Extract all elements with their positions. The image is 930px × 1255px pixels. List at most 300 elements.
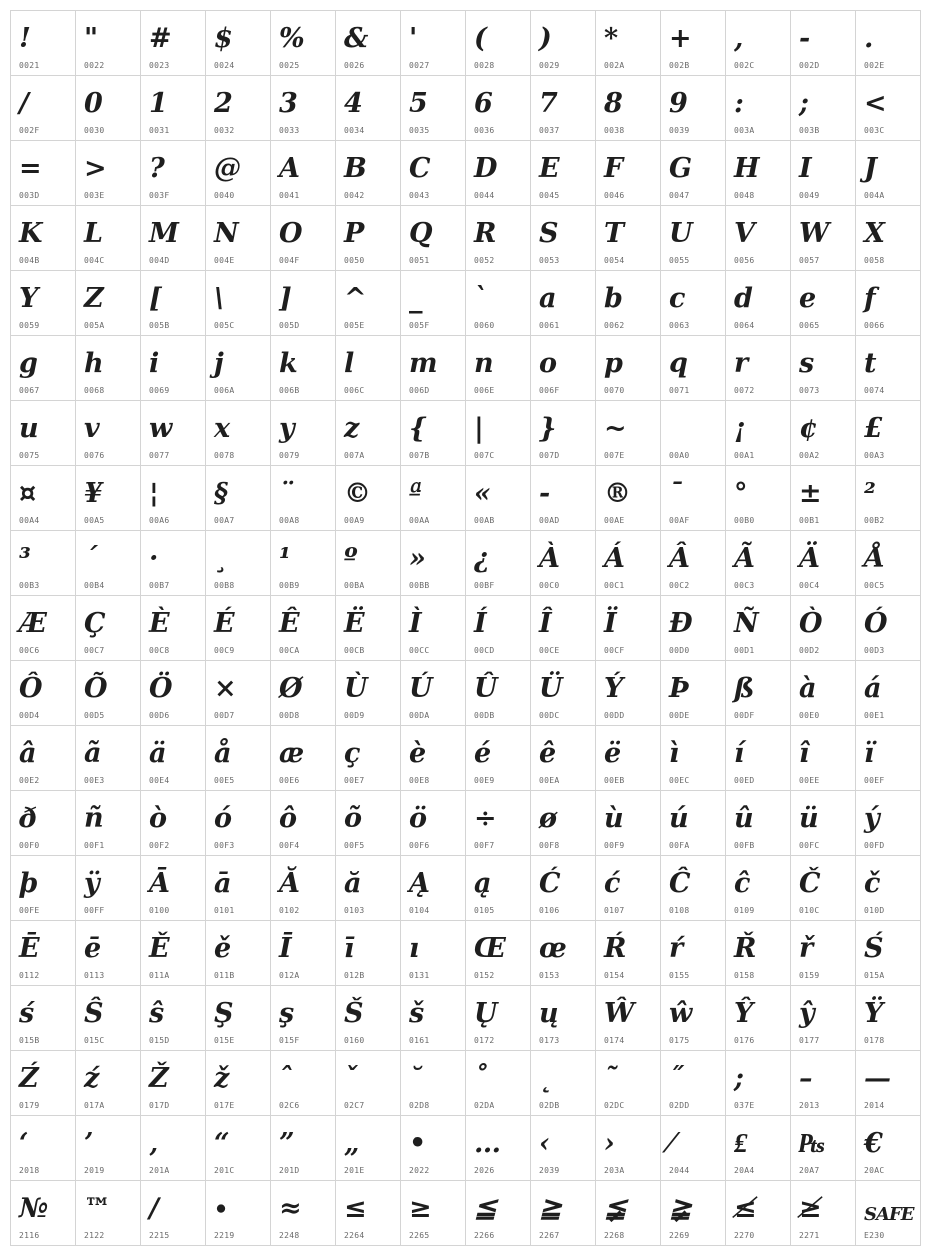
glyph-char: Ã [734, 543, 754, 574]
glyph-cell [11, 856, 76, 921]
glyph-char: ! [19, 23, 30, 54]
glyph-cell [11, 11, 76, 76]
glyph-char: ŝ [149, 998, 164, 1029]
glyph-char: m [409, 348, 437, 379]
glyph-cell [596, 1116, 661, 1181]
glyph-codepoint: 015C [84, 1036, 105, 1045]
glyph-codepoint: 006E [474, 386, 495, 395]
glyph-char: @ [214, 153, 240, 184]
glyph-cell [76, 791, 141, 856]
glyph-char: ≧ [539, 1193, 561, 1224]
glyph-cell [531, 11, 596, 76]
glyph-cell [206, 1181, 271, 1246]
glyph-cell [596, 206, 661, 271]
glyph-codepoint: 0079 [279, 451, 300, 460]
glyph-cell [466, 76, 531, 141]
glyph-cell [271, 921, 336, 986]
glyph-cell [466, 271, 531, 336]
glyph-char: é [474, 738, 491, 769]
glyph-codepoint: 2116 [19, 1231, 40, 1240]
glyph-char: Æ [19, 608, 46, 639]
glyph-codepoint: 02DC [604, 1101, 625, 1110]
glyph-cell [271, 986, 336, 1051]
glyph-cell [856, 1181, 921, 1246]
glyph-cell [271, 76, 336, 141]
glyph-codepoint: 00D2 [799, 646, 820, 655]
glyph-char: Ï [604, 608, 616, 639]
glyph-char: þ [19, 868, 37, 899]
glyph-codepoint: 00DB [474, 711, 495, 720]
glyph-cell [401, 1181, 466, 1246]
glyph-cell [596, 791, 661, 856]
glyph-char: ŷ [799, 998, 814, 1029]
glyph-codepoint: 0161 [409, 1036, 430, 1045]
glyph-cell [401, 271, 466, 336]
glyph-char: f [864, 283, 875, 314]
glyph-char: ç [344, 738, 360, 769]
glyph-cell [596, 661, 661, 726]
glyph-char: ñ [84, 803, 103, 834]
glyph-codepoint: 00DF [734, 711, 755, 720]
glyph-char: _ [409, 283, 422, 314]
glyph-cell [206, 401, 271, 466]
glyph-char: — [864, 1063, 890, 1094]
glyph-char: ’ [84, 1128, 93, 1159]
glyph-codepoint: 00B8 [214, 581, 235, 590]
glyph-codepoint: 00E7 [344, 776, 365, 785]
glyph-char: K [19, 218, 42, 249]
glyph-cell [661, 336, 726, 401]
glyph-cell [791, 661, 856, 726]
glyph-char: š [409, 998, 424, 1029]
glyph-cell [401, 11, 466, 76]
glyph-cell [726, 1116, 791, 1181]
glyph-cell [726, 141, 791, 206]
glyph-codepoint: 00FC [799, 841, 820, 850]
glyph-codepoint: 00D3 [864, 646, 885, 655]
glyph-codepoint: 015E [214, 1036, 235, 1045]
glyph-codepoint: 0075 [19, 451, 40, 460]
glyph-char: k [279, 348, 297, 379]
glyph-cell [466, 791, 531, 856]
glyph-cell [76, 271, 141, 336]
glyph-cell [141, 1116, 206, 1181]
glyph-cell [596, 141, 661, 206]
glyph-grid [10, 10, 921, 1246]
glyph-cell [466, 1051, 531, 1116]
glyph-char: › [604, 1128, 614, 1159]
glyph-codepoint: 02DA [474, 1101, 495, 1110]
glyph-codepoint: 0179 [19, 1101, 40, 1110]
glyph-cell [11, 206, 76, 271]
glyph-cell [271, 336, 336, 401]
glyph-char: § [214, 478, 228, 509]
glyph-char: · [149, 543, 158, 574]
glyph-cell [206, 531, 271, 596]
glyph-cell [76, 921, 141, 986]
glyph-char: Ç [84, 608, 105, 639]
glyph-cell [206, 141, 271, 206]
glyph-cell [76, 726, 141, 791]
glyph-char: , [734, 23, 743, 54]
glyph-cell [466, 1116, 531, 1181]
glyph-codepoint: 0131 [409, 971, 430, 980]
glyph-cell [791, 336, 856, 401]
glyph-cell [661, 141, 726, 206]
glyph-codepoint: 006D [409, 386, 430, 395]
glyph-codepoint: 2019 [84, 1166, 105, 1175]
glyph-char: g [19, 348, 37, 379]
glyph-codepoint: 00CD [474, 646, 495, 655]
glyph-char: ≰ [734, 1193, 756, 1224]
glyph-cell [596, 921, 661, 986]
glyph-codepoint: 017D [149, 1101, 170, 1110]
glyph-codepoint: 2266 [474, 1231, 495, 1240]
glyph-char: Ô [19, 673, 42, 704]
glyph-cell [271, 271, 336, 336]
glyph-codepoint: 2026 [474, 1166, 495, 1175]
glyph-cell [531, 336, 596, 401]
glyph-codepoint: 00C3 [734, 581, 755, 590]
glyph-cell [141, 401, 206, 466]
glyph-codepoint: 0034 [344, 126, 365, 135]
glyph-char: ŕ [669, 933, 683, 964]
glyph-char: S [539, 218, 558, 249]
glyph-char: à [799, 673, 816, 704]
glyph-cell [856, 791, 921, 856]
glyph-cell [856, 1051, 921, 1116]
glyph-cell [596, 336, 661, 401]
glyph-codepoint: 00AB [474, 516, 495, 525]
glyph-cell [206, 11, 271, 76]
glyph-cell [271, 11, 336, 76]
glyph-codepoint: 00E9 [474, 776, 495, 785]
glyph-cell [76, 1051, 141, 1116]
glyph-cell [336, 336, 401, 401]
glyph-char: ê [539, 738, 556, 769]
glyph-codepoint: 2022 [409, 1166, 430, 1175]
glyph-cell [726, 531, 791, 596]
glyph-char: B [344, 153, 366, 184]
glyph-codepoint: 00C5 [864, 581, 885, 590]
glyph-char: 2 [214, 88, 232, 119]
glyph-cell [856, 141, 921, 206]
glyph-char: Š [344, 998, 363, 1029]
glyph-char: N [214, 218, 238, 249]
glyph-codepoint: 0041 [279, 191, 300, 200]
glyph-char: - [539, 478, 550, 509]
glyph-cell [726, 336, 791, 401]
glyph-codepoint: 0076 [84, 451, 105, 460]
glyph-cell [531, 1051, 596, 1116]
glyph-codepoint: 00E1 [864, 711, 885, 720]
glyph-char: U [669, 218, 692, 249]
glyph-codepoint: 017A [84, 1101, 105, 1110]
glyph-char: ] [279, 283, 291, 314]
glyph-codepoint: 2039 [539, 1166, 560, 1175]
glyph-char: ∙ [214, 1193, 228, 1224]
glyph-cell [596, 726, 661, 791]
glyph-codepoint: 0044 [474, 191, 495, 200]
glyph-codepoint: 00E3 [84, 776, 105, 785]
glyph-codepoint: 00CB [344, 646, 365, 655]
glyph-char: D [474, 153, 497, 184]
glyph-cell [531, 401, 596, 466]
glyph-cell [791, 401, 856, 466]
glyph-codepoint: 00E6 [279, 776, 300, 785]
glyph-char: ĉ [734, 868, 750, 899]
glyph-char: ¢ [799, 413, 817, 444]
glyph-codepoint: 0055 [669, 256, 690, 265]
glyph-cell [856, 726, 921, 791]
glyph-cell [661, 401, 726, 466]
glyph-codepoint: 0031 [149, 126, 170, 135]
glyph-codepoint: 00DD [604, 711, 625, 720]
glyph-codepoint: 201A [149, 1166, 170, 1175]
glyph-char: v [84, 413, 99, 444]
glyph-codepoint: 2270 [734, 1231, 755, 1240]
glyph-cell [726, 271, 791, 336]
glyph-cell [206, 726, 271, 791]
glyph-codepoint: 007E [604, 451, 625, 460]
glyph-cell [466, 206, 531, 271]
glyph-char: ć [604, 868, 620, 899]
glyph-char: æ [279, 738, 304, 769]
glyph-cell [596, 271, 661, 336]
glyph-char: # [149, 23, 171, 54]
glyph-char: H [734, 153, 759, 184]
glyph-codepoint: 00CC [409, 646, 430, 655]
glyph-codepoint: 2248 [279, 1231, 300, 1240]
glyph-codepoint: 012A [279, 971, 300, 980]
glyph-cell [531, 206, 596, 271]
glyph-char: ₤ [734, 1128, 747, 1159]
glyph-codepoint: 2265 [409, 1231, 430, 1240]
glyph-cell [141, 726, 206, 791]
glyph-cell [271, 856, 336, 921]
glyph-char: Ă [279, 868, 299, 899]
glyph-char: M [149, 218, 178, 249]
glyph-codepoint: 0051 [409, 256, 430, 265]
glyph-char: Ÿ [864, 998, 883, 1029]
glyph-cell [76, 986, 141, 1051]
glyph-char: l [344, 348, 354, 379]
glyph-cell [531, 76, 596, 141]
glyph-codepoint: 00D7 [214, 711, 235, 720]
glyph-codepoint: 007B [409, 451, 430, 460]
glyph-char: ‹ [539, 1128, 549, 1159]
glyph-cell [206, 466, 271, 531]
glyph-char: ` [474, 283, 487, 314]
glyph-cell [531, 271, 596, 336]
glyph-cell [11, 1116, 76, 1181]
glyph-char: ą [474, 868, 491, 899]
glyph-codepoint: 0113 [84, 971, 105, 980]
glyph-codepoint: 2013 [799, 1101, 820, 1110]
glyph-cell [856, 76, 921, 141]
glyph-cell [791, 271, 856, 336]
glyph-char: 4 [344, 88, 362, 119]
glyph-char: Ŝ [84, 998, 103, 1029]
glyph-codepoint: 011A [149, 971, 170, 980]
glyph-cell [531, 1181, 596, 1246]
glyph-char: ¡ [734, 413, 745, 444]
glyph-char: ó [214, 803, 232, 834]
glyph-codepoint: 017E [214, 1101, 235, 1110]
glyph-cell [206, 921, 271, 986]
glyph-codepoint: 0026 [344, 61, 365, 70]
glyph-char: i [149, 348, 159, 379]
glyph-codepoint: 0103 [344, 906, 365, 915]
glyph-cell [791, 11, 856, 76]
glyph-codepoint: 0023 [149, 61, 170, 70]
glyph-char: ± [799, 478, 821, 509]
glyph-char: ŵ [669, 998, 692, 1029]
glyph-codepoint: 037E [734, 1101, 755, 1110]
glyph-char: ā [214, 868, 231, 899]
glyph-codepoint: E230 [864, 1231, 885, 1240]
glyph-codepoint: 007C [474, 451, 495, 460]
glyph-cell [596, 531, 661, 596]
glyph-codepoint: 00FF [84, 906, 105, 915]
glyph-codepoint: 00A5 [84, 516, 105, 525]
glyph-cell [141, 856, 206, 921]
glyph-cell [791, 596, 856, 661]
glyph-codepoint: 0174 [604, 1036, 625, 1045]
glyph-codepoint: 010D [864, 906, 885, 915]
glyph-char: ≥ [409, 1193, 431, 1224]
glyph-cell [596, 986, 661, 1051]
glyph-codepoint: 0037 [539, 126, 560, 135]
glyph-cell [141, 271, 206, 336]
glyph-cell [726, 791, 791, 856]
glyph-char: p [604, 348, 622, 379]
glyph-codepoint: 003F [149, 191, 170, 200]
glyph-codepoint: 0175 [669, 1036, 690, 1045]
glyph-codepoint: 00EC [669, 776, 690, 785]
glyph-cell [336, 921, 401, 986]
glyph-cell [531, 856, 596, 921]
glyph-char: À [539, 543, 559, 574]
glyph-cell [141, 141, 206, 206]
glyph-cell [401, 531, 466, 596]
glyph-codepoint: 0077 [149, 451, 170, 460]
glyph-codepoint: 006F [539, 386, 560, 395]
glyph-cell [791, 76, 856, 141]
glyph-cell [11, 141, 76, 206]
glyph-codepoint: 00A9 [344, 516, 365, 525]
glyph-char: ˚ [474, 1063, 487, 1094]
glyph-char: ş [279, 998, 294, 1029]
glyph-cell [661, 1051, 726, 1116]
glyph-cell [11, 986, 76, 1051]
glyph-char: 0 [84, 88, 102, 119]
glyph-char: ¤ [19, 478, 36, 509]
glyph-char: ü [799, 803, 818, 834]
glyph-cell [401, 1116, 466, 1181]
glyph-codepoint: 0030 [84, 126, 105, 135]
glyph-codepoint: 0073 [799, 386, 820, 395]
glyph-char: ' [409, 23, 417, 54]
glyph-codepoint: 0107 [604, 906, 625, 915]
glyph-codepoint: 0052 [474, 256, 495, 265]
glyph-cell [531, 921, 596, 986]
glyph-codepoint: 0158 [734, 971, 755, 980]
glyph-char: + [669, 23, 691, 54]
glyph-char: G [669, 153, 692, 184]
glyph-cell [336, 661, 401, 726]
glyph-char: w [149, 413, 172, 444]
glyph-cell [76, 76, 141, 141]
glyph-cell [726, 596, 791, 661]
glyph-char: t [864, 348, 876, 379]
glyph-char: E [539, 153, 559, 184]
glyph-cell [11, 791, 76, 856]
glyph-codepoint: 0032 [214, 126, 235, 135]
glyph-codepoint: 00C0 [539, 581, 560, 590]
glyph-codepoint: 00E0 [799, 711, 820, 720]
glyph-codepoint: 0068 [84, 386, 105, 395]
glyph-codepoint: 0101 [214, 906, 235, 915]
glyph-cell [206, 856, 271, 921]
glyph-codepoint: 0038 [604, 126, 625, 135]
glyph-char: ų [539, 998, 558, 1029]
glyph-codepoint: 00D5 [84, 711, 105, 720]
glyph-codepoint: 00CE [539, 646, 560, 655]
glyph-char: ‘ [19, 1128, 28, 1159]
glyph-codepoint: 00D1 [734, 646, 755, 655]
glyph-cell [76, 1116, 141, 1181]
glyph-codepoint: 005D [279, 321, 300, 330]
glyph-char: Ú [409, 673, 432, 704]
glyph-codepoint: 00F5 [344, 841, 365, 850]
glyph-cell [271, 1181, 336, 1246]
glyph-codepoint: 00A8 [279, 516, 300, 525]
glyph-char: ř [799, 933, 813, 964]
glyph-cell [336, 76, 401, 141]
glyph-char: õ [344, 803, 362, 834]
glyph-codepoint: 006B [279, 386, 300, 395]
glyph-cell [76, 401, 141, 466]
glyph-codepoint: 00F1 [84, 841, 105, 850]
glyph-codepoint: 004D [149, 256, 170, 265]
glyph-char: © [344, 478, 370, 509]
glyph-char: e [799, 283, 816, 314]
glyph-cell [141, 466, 206, 531]
glyph-codepoint: 004F [279, 256, 300, 265]
glyph-char: Ü [539, 673, 562, 704]
glyph-codepoint: 0059 [19, 321, 40, 330]
glyph-char: J [864, 153, 876, 184]
glyph-codepoint: 0106 [539, 906, 560, 915]
glyph-codepoint: 00FA [669, 841, 690, 850]
glyph-codepoint: 2044 [669, 1166, 690, 1175]
glyph-codepoint: 2267 [539, 1231, 560, 1240]
glyph-char: x [214, 413, 230, 444]
glyph-cell [791, 791, 856, 856]
glyph-codepoint: 00B1 [799, 516, 820, 525]
glyph-codepoint: 0045 [539, 191, 560, 200]
glyph-codepoint: 0039 [669, 126, 690, 135]
glyph-codepoint: 00B3 [19, 581, 40, 590]
glyph-char: ú [669, 803, 688, 834]
glyph-char: < [864, 88, 886, 119]
glyph-cell [596, 1051, 661, 1116]
glyph-char: € [864, 1128, 882, 1159]
glyph-cell [856, 271, 921, 336]
glyph-cell [856, 531, 921, 596]
glyph-char: ý [864, 803, 879, 834]
